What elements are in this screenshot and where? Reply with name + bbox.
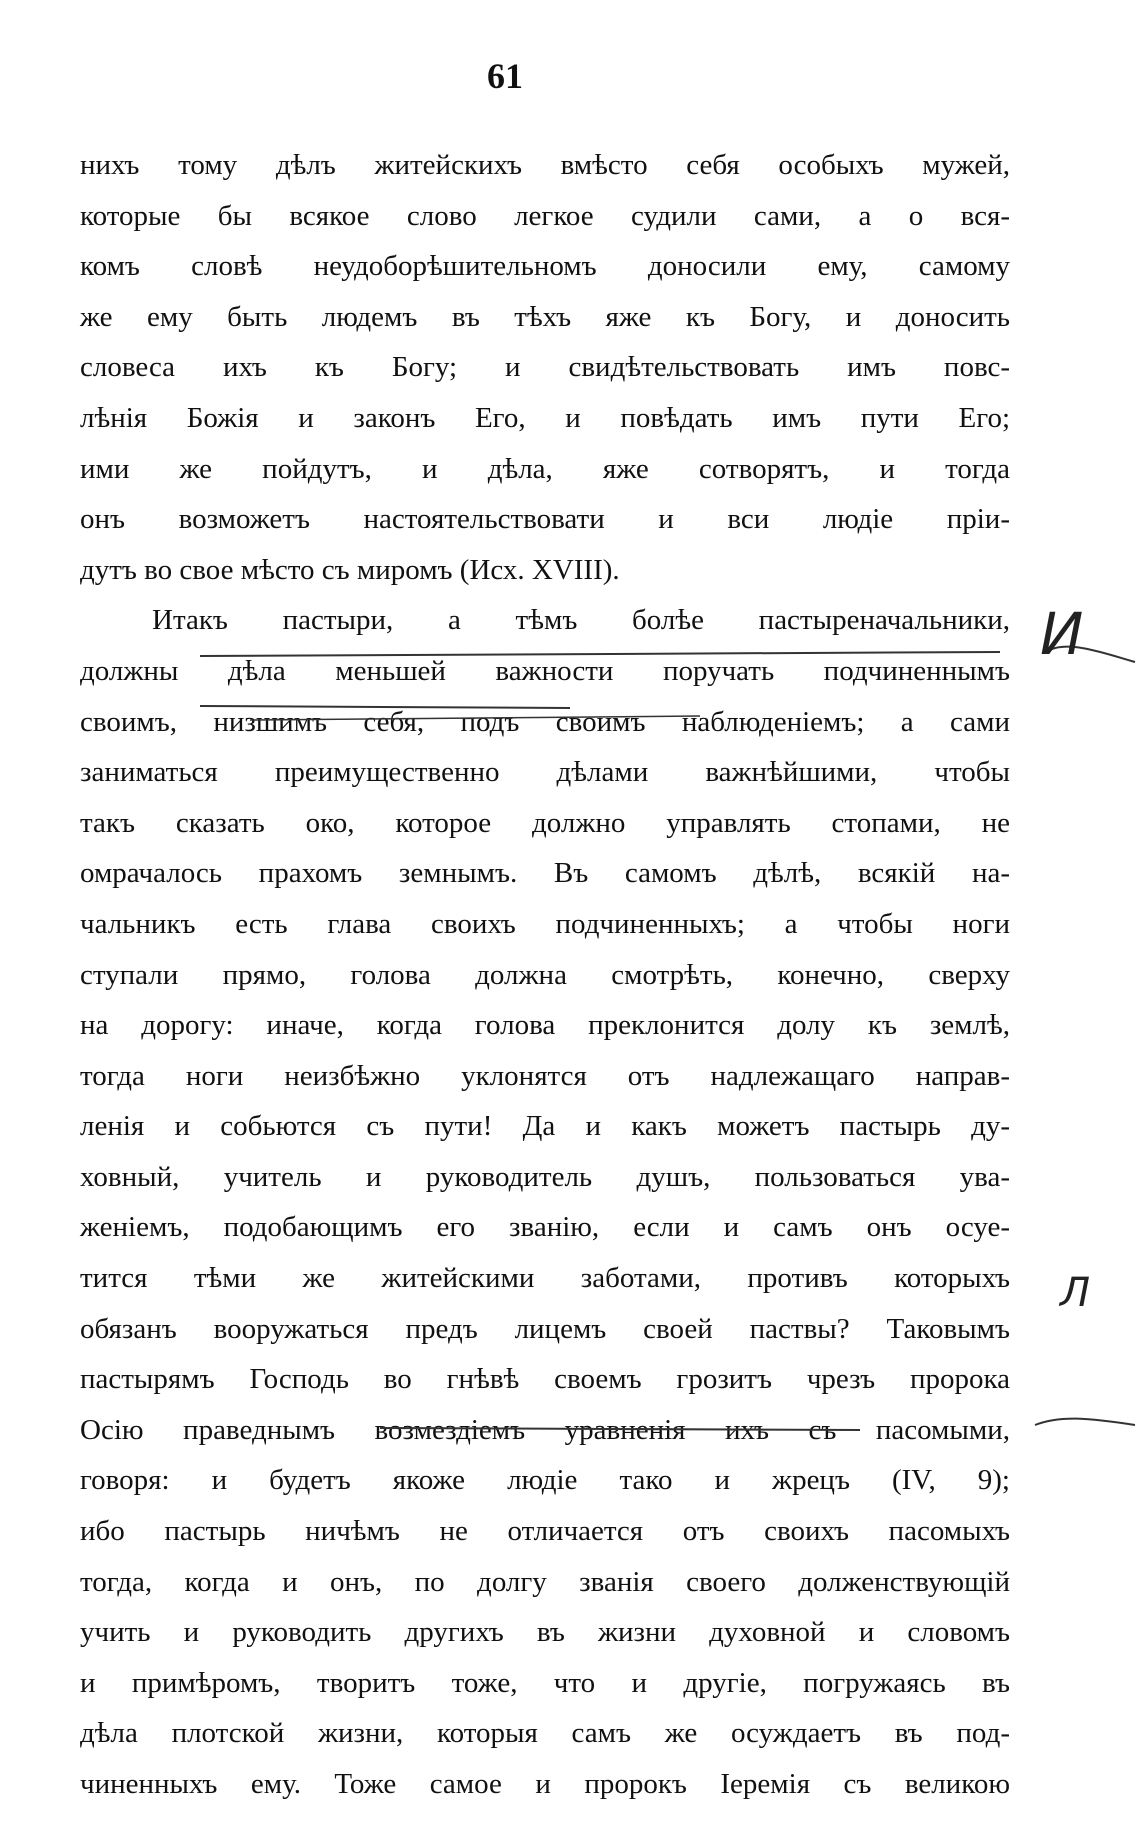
text-line: дутъ во свое мѣсто съ миромъ (Исх. XVIII). bbox=[80, 553, 620, 586]
text-line: обязанъ вооружаться предъ лицемъ своей паствы? Таковымъ bbox=[80, 1312, 1010, 1345]
text-line: комъ словѣ неудоборѣшительномъ доносили ему, самому bbox=[80, 250, 1010, 283]
text-line: ховный, учитель и руководитель душъ, пользоваться ува- bbox=[80, 1160, 1010, 1193]
text-line: тогда ноги неизбѣжно уклонятся отъ надлежащаго направ- bbox=[80, 1059, 1010, 1092]
text-line: ступали прямо, голова должна смотрѣть, конечно, сверху bbox=[80, 958, 1010, 991]
text-line: ленія и собьются съ пути! Да и какъ можетъ пастырь ду- bbox=[80, 1110, 1010, 1143]
text-line: ибо пастырь ничѣмъ не отличается отъ своихъ пасомыхъ bbox=[80, 1515, 1010, 1548]
text-line: тогда, когда и онъ, по долгу званія своего долженствующій bbox=[80, 1565, 1010, 1598]
text-line: Осію праведнымъ возмездіемъ уравненія ихъ съ пасомыми, bbox=[80, 1413, 1010, 1446]
text-line: чиненныхъ ему. Тоже самое и пророкъ Іеремія съ великою bbox=[80, 1768, 1010, 1800]
text-line: пастырямъ Господь во гнѣвѣ своемъ грозитъ чрезъ пророка bbox=[80, 1363, 1010, 1396]
text-line: женіемъ, подобающимъ его званію, если и самъ онъ осуе- bbox=[80, 1211, 1010, 1244]
page-number: 61 bbox=[487, 56, 523, 96]
text-line: нихъ тому дѣлъ житейскихъ вмѣсто себя особыхъ мужей, bbox=[80, 149, 1010, 181]
text-line: заниматься преимущественно дѣлами важнѣйшими, чтобы bbox=[80, 756, 1010, 789]
text-line: словеса ихъ къ Богу; и свидѣтельствовать имъ повс- bbox=[80, 351, 1010, 384]
text-line: ими же пойдутъ, и дѣла, яже сотворятъ, и тогда bbox=[80, 452, 1010, 485]
text-line: чальникъ есть глава своихъ подчиненныхъ; а чтобы ноги bbox=[80, 907, 1010, 940]
text-line: должны дѣла меньшей важности поручать подчиненнымъ bbox=[80, 654, 1010, 687]
text-line: которые бы всякое слово легкое судили сами, а о вся- bbox=[80, 199, 1010, 232]
text-line: такъ сказать око, которое должно управлять стопами, не bbox=[80, 806, 1010, 839]
text-line: тится тѣми же житейскими заботами, противъ которыхъ bbox=[80, 1262, 1010, 1295]
text-line: на дорогу: иначе, когда голова преклонится долу къ землѣ, bbox=[80, 1009, 1010, 1042]
text-line: учить и руководить другихъ въ жизни духовной и словомъ bbox=[80, 1616, 1010, 1649]
text-line: дѣла плотской жизни, которыя самъ же осуждаетъ въ под- bbox=[80, 1717, 1010, 1750]
margin-note: И bbox=[1040, 600, 1084, 668]
margin-note: Л bbox=[1060, 1270, 1091, 1316]
text-line: своимъ, низшимъ себя, подъ своимъ наблюденіемъ; а сами bbox=[80, 705, 1010, 738]
paragraph-start: Итакъ пастыри, а тѣмъ болѣе пастыреначальники, bbox=[152, 604, 1010, 637]
text-line: онъ возможетъ настоятельствовати и вси людіе пріи- bbox=[80, 503, 1010, 536]
text-line: говоря: и будетъ якоже людіе тако и жрецъ (IV, 9); bbox=[80, 1464, 1010, 1497]
text-line: лѣнія Божія и законъ Его, и повѣдать имъ пути Его; bbox=[80, 401, 1010, 434]
text-line: же ему быть людемъ въ тѣхъ яже къ Богу, и доносить bbox=[80, 300, 1010, 333]
text-line: омрачалось прахомъ земнымъ. Въ самомъ дѣлѣ, всякій на- bbox=[80, 857, 1010, 890]
text-line: и примѣромъ, творитъ тоже, что и другіе, погружаясь въ bbox=[80, 1666, 1010, 1699]
